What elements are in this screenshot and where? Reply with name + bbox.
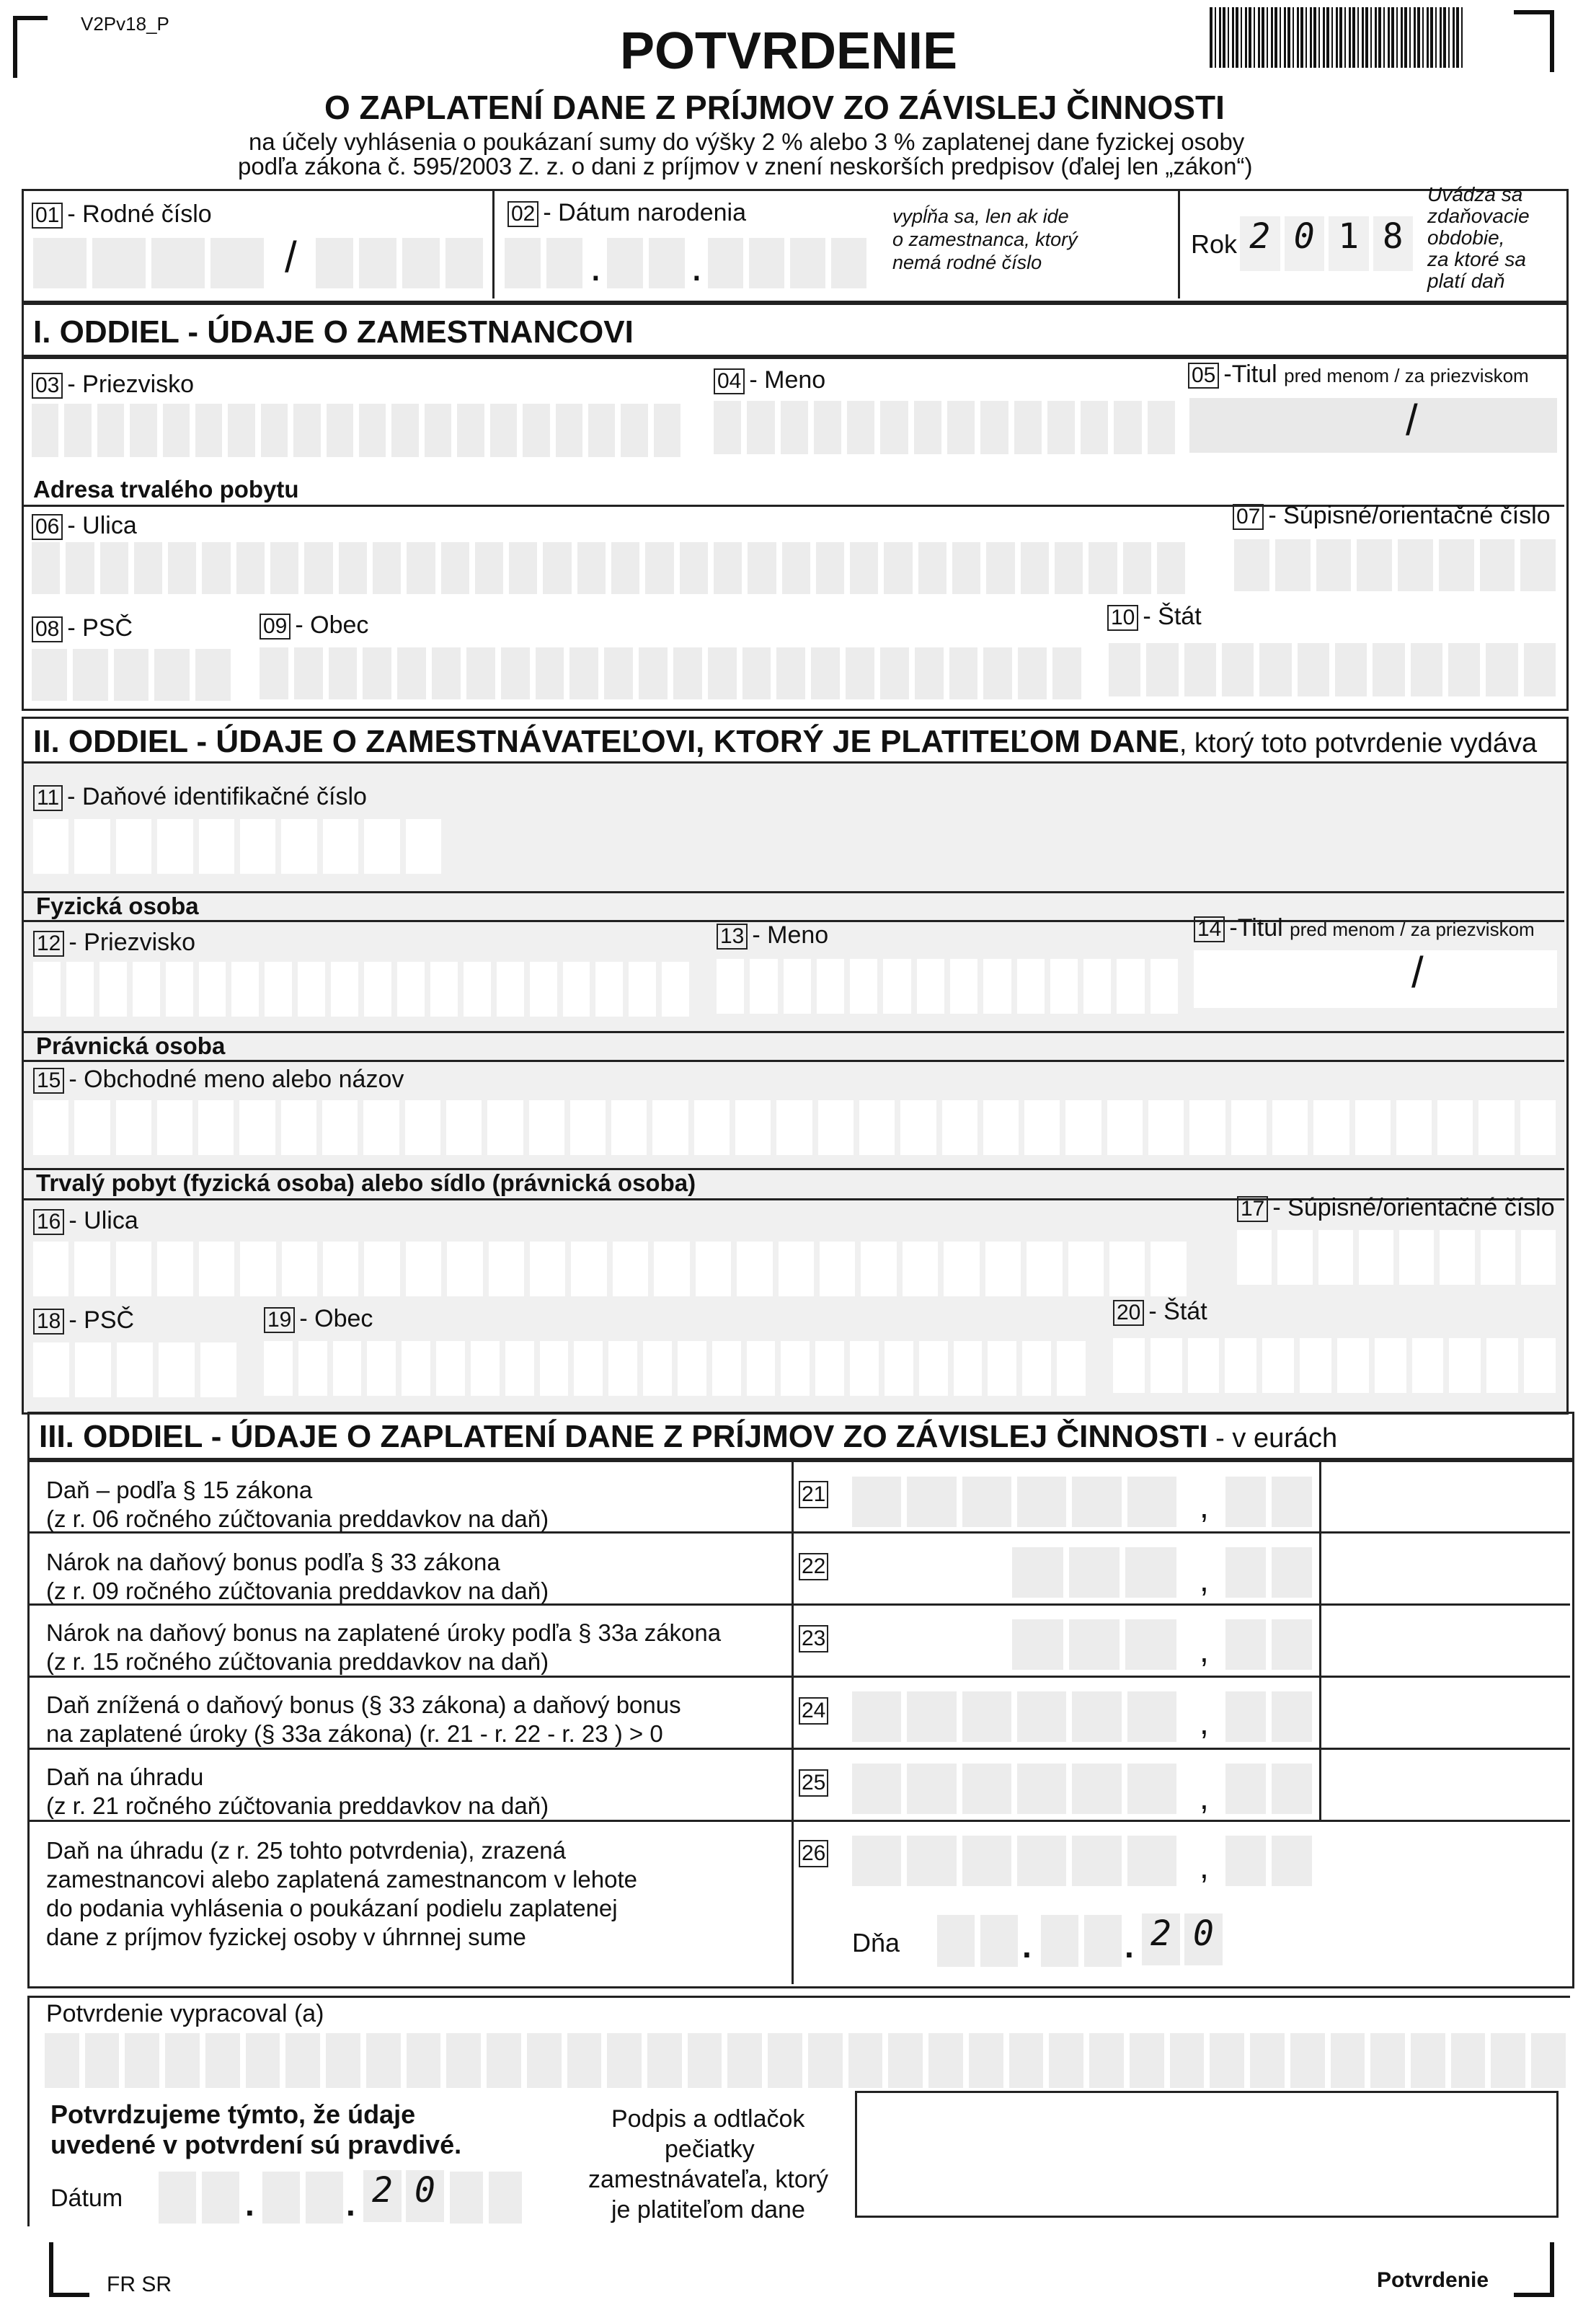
natural-person-heading: Fyzická osoba bbox=[36, 893, 199, 919]
employer-title-field[interactable] bbox=[1194, 950, 1557, 1008]
form-code: V2Pv18_P bbox=[81, 13, 169, 35]
confirm-date-label: Dátum bbox=[50, 2185, 123, 2212]
row-22-comma: , bbox=[1200, 1561, 1209, 1598]
employer-house-number-cells[interactable] bbox=[1237, 1230, 1556, 1285]
year-digit-4: 8 bbox=[1373, 216, 1414, 271]
section-2-divider-4 bbox=[23, 1060, 1564, 1062]
row-25-cents-cells[interactable] bbox=[1225, 1764, 1312, 1814]
legal-person-heading: Právnická osoba bbox=[36, 1032, 226, 1059]
field-05-hint: pred menom / za priezviskom bbox=[1284, 365, 1529, 386]
footer-top-border bbox=[27, 1996, 1570, 1998]
field-07-label: 07 - Súpisné/orientačné číslo bbox=[1233, 502, 1551, 530]
field-20-label: 20 - Štát bbox=[1113, 1298, 1207, 1326]
signature-caption-3: zamestnávateľa, ktorý bbox=[588, 2166, 829, 2193]
form-subtitle: O ZAPLATENÍ DANE Z PRÍJMOV ZO ZÁVISLEJ ČINNOSTI bbox=[324, 89, 1225, 126]
row-26-amount-cells[interactable] bbox=[852, 1836, 1176, 1886]
corner-mark-bottom-right bbox=[1514, 2242, 1554, 2297]
footer-left-code: FR SR bbox=[107, 2273, 172, 2296]
field-10-text: Štát bbox=[1158, 603, 1202, 630]
employer-name-cells[interactable] bbox=[717, 959, 1178, 1014]
field-05-text: -Titul bbox=[1223, 360, 1277, 388]
field-04-label: 04 - Meno bbox=[714, 366, 825, 394]
field-09-text: Obec bbox=[310, 611, 369, 639]
field-16-number: 16 bbox=[33, 1209, 64, 1235]
field-07-number: 07 bbox=[1233, 504, 1264, 530]
employee-city-cells[interactable] bbox=[260, 647, 1081, 699]
barcode bbox=[1210, 7, 1463, 68]
section-2-heading bbox=[33, 724, 1537, 760]
field-09-number: 09 bbox=[260, 614, 291, 640]
employee-title-field[interactable] bbox=[1189, 398, 1557, 453]
birth-date-dot-2: . bbox=[691, 242, 703, 290]
confirm-date-month-cells[interactable] bbox=[262, 2172, 343, 2224]
field-11-label: 11 - Daňové identifikačné číslo bbox=[33, 783, 367, 811]
birth-number-cells-a[interactable] bbox=[33, 238, 264, 288]
birth-date-month-cells[interactable] bbox=[607, 238, 685, 288]
row-23-line-1: Nárok na daňový bonus na zaplatené úroky podľa § 33a zákona bbox=[46, 1619, 722, 1646]
confirm-year-digit-2: 0 bbox=[406, 2170, 444, 2222]
employee-street-cells[interactable] bbox=[32, 542, 1185, 594]
row-24-number: 24 bbox=[799, 1697, 828, 1725]
field-06-label: 06 - Ulica bbox=[32, 512, 137, 540]
confirm-date-day-cells[interactable] bbox=[159, 2172, 239, 2224]
confirm-date-year bbox=[363, 2170, 444, 2222]
birth-date-day-cells[interactable] bbox=[505, 238, 582, 288]
year-digit-3: 1 bbox=[1329, 216, 1369, 271]
row-22-cents-cells[interactable] bbox=[1225, 1547, 1312, 1598]
field-13-label: 13 - Meno bbox=[717, 921, 828, 950]
row-22-line-2: (z r. 09 ročného zúčtovania preddavkov na daň) bbox=[46, 1578, 549, 1604]
signature-caption-1: Podpis a odtlačok bbox=[611, 2105, 805, 2133]
row-25-bottom bbox=[29, 1820, 1570, 1822]
row-26-comma: , bbox=[1200, 1848, 1209, 1885]
employer-address-heading: Trvalý pobyt (fyzická osoba) alebo sídlo (právnická osoba) bbox=[36, 1169, 696, 1196]
row-23-line-2: (z r. 15 ročného zúčtovania preddavkov na daň) bbox=[46, 1648, 549, 1675]
field-05-label bbox=[1188, 360, 1529, 389]
field-15-label: 15 - Obchodné meno alebo názov bbox=[33, 1066, 404, 1094]
row-21-cents-cells[interactable] bbox=[1225, 1477, 1312, 1527]
field-14-hint: pred menom / za priezviskom bbox=[1290, 919, 1535, 940]
row-24-amount-cells[interactable] bbox=[852, 1691, 1176, 1742]
section-3-heading bbox=[39, 1419, 1337, 1455]
employer-postcode-cells[interactable] bbox=[33, 1342, 236, 1397]
row-25-amount-cells[interactable] bbox=[852, 1764, 1176, 1814]
field-08-label: 08 - PSČ bbox=[32, 614, 133, 642]
period-note-5: platí daň bbox=[1427, 270, 1505, 292]
field-16-label: 16 - Ulica bbox=[33, 1207, 138, 1235]
footer-right-code: Potvrdenie bbox=[1377, 2268, 1489, 2292]
field-14-text: -Titul bbox=[1229, 914, 1283, 942]
birth-date-dot-1: . bbox=[590, 242, 602, 290]
confirm-line-2: uvedené v potvrdení sú pravdivé. bbox=[50, 2130, 462, 2159]
field-05-number: 05 bbox=[1188, 363, 1219, 389]
payment-year-digit-1: 2 bbox=[1142, 1913, 1180, 1965]
prepared-by-label: Potvrdenie vypracoval (a) bbox=[46, 2000, 324, 2027]
corner-mark-top-left bbox=[13, 16, 48, 78]
signature-stamp-box[interactable] bbox=[855, 2091, 1559, 2218]
corner-mark-bottom-left bbox=[49, 2242, 89, 2297]
field-20-text: Štát bbox=[1163, 1298, 1207, 1325]
field-18-number: 18 bbox=[33, 1309, 64, 1335]
field-01-number: 01 bbox=[32, 203, 63, 229]
employer-street-cells[interactable] bbox=[33, 1242, 1187, 1296]
signature-caption-2: pečiatky bbox=[665, 2136, 755, 2163]
field-07-text: Súpisné/orientačné číslo bbox=[1283, 502, 1551, 529]
confirm-date-dot-2: . bbox=[346, 2185, 355, 2223]
section-2-divider-3 bbox=[23, 1031, 1564, 1033]
field-02-number: 02 bbox=[507, 201, 538, 227]
confirm-date-extra-cells bbox=[450, 2172, 522, 2224]
employee-country-cells[interactable] bbox=[1109, 643, 1556, 696]
field-01-label: 01 - Rodné číslo bbox=[32, 200, 212, 229]
row-23-number: 23 bbox=[799, 1625, 828, 1652]
employer-business-name-cells[interactable] bbox=[33, 1100, 1556, 1155]
intro-line-1: na účely vyhlásenia o poukázaní sumy do výšky 2 % alebo 3 % zaplatenej dane fyzickej osoby bbox=[249, 128, 1245, 155]
period-note-4: za ktoré sa bbox=[1427, 248, 1526, 270]
field-12-text: Priezvisko bbox=[84, 929, 196, 956]
field-08-number: 08 bbox=[32, 616, 63, 642]
row-24-line-1: Daň znížená o daňový bonus (§ 33 zákona) a daňový bonus bbox=[46, 1691, 681, 1718]
row-25-line-2: (z r. 21 ročného zúčtovania preddavkov na daň) bbox=[46, 1792, 549, 1819]
row-21-line-1: Daň – podľa § 15 zákona bbox=[46, 1477, 313, 1503]
row-26-line-1: Daň na úhradu (z r. 25 tohto potvrdenia), zrazená bbox=[46, 1837, 566, 1864]
row-23-bottom bbox=[29, 1676, 1570, 1678]
field-19-label: 19 - Obec bbox=[264, 1305, 373, 1333]
row-24-cents-cells[interactable] bbox=[1225, 1691, 1312, 1742]
field-10-label: 10 - Štát bbox=[1107, 603, 1202, 631]
field-08-text: PSČ bbox=[82, 614, 133, 642]
row-23-amount-cells[interactable] bbox=[1012, 1619, 1176, 1670]
employer-country-cells[interactable] bbox=[1113, 1338, 1556, 1393]
row-26-cents-cells[interactable] bbox=[1225, 1836, 1312, 1886]
field-03-text: Priezvisko bbox=[82, 371, 195, 398]
field-03-number: 03 bbox=[32, 373, 63, 399]
field-13-text: Meno bbox=[767, 921, 829, 949]
employer-surname-cells[interactable] bbox=[33, 962, 689, 1017]
field-02-text: Dátum narodenia bbox=[558, 199, 746, 226]
period-note-2: zdaňovacie bbox=[1427, 205, 1530, 227]
birth-number-note-3: nemá rodné číslo bbox=[892, 252, 1042, 273]
field-18-text: PSČ bbox=[84, 1306, 135, 1334]
employer-title-slash: / bbox=[1411, 948, 1424, 996]
top-divider-1 bbox=[492, 190, 495, 298]
field-09-label: 09 - Obec bbox=[260, 611, 368, 640]
row-25-number: 25 bbox=[799, 1769, 828, 1797]
payment-date-month-cells[interactable] bbox=[1041, 1915, 1122, 1967]
field-15-text: Obchodné meno alebo názov bbox=[84, 1066, 404, 1093]
section-3-heading-text: III. ODDIEL - ÚDAJE O ZAPLATENÍ DANE Z PRÍJMOV ZO ZÁVISLEJ ČINNOSTI bbox=[39, 1419, 1208, 1454]
field-17-label: 17 - Súpisné/orientačné číslo bbox=[1237, 1194, 1555, 1222]
birth-number-note-1: vypĺňa sa, len ak ide bbox=[892, 205, 1069, 227]
period-note-1: Uvádza sa bbox=[1427, 183, 1523, 205]
payment-date-dot-2: . bbox=[1125, 1927, 1134, 1965]
row-23-cents-cells[interactable] bbox=[1225, 1619, 1312, 1670]
birth-number-cells-b[interactable] bbox=[316, 238, 483, 288]
field-02-label: 02 - Dátum narodenia bbox=[507, 199, 746, 227]
section-3-heading-suffix: - v eurách bbox=[1207, 1423, 1338, 1453]
row-21-amount-cells[interactable] bbox=[852, 1477, 1176, 1527]
confirm-line-1: Potvrdzujeme týmto, že údaje bbox=[50, 2099, 416, 2129]
field-18-label: 18 - PSČ bbox=[33, 1306, 134, 1335]
row-22-line-1: Nárok na daňový bonus podľa § 33 zákona bbox=[46, 1549, 500, 1575]
field-14-label bbox=[1194, 914, 1535, 942]
field-17-text: Súpisné/orientačné číslo bbox=[1287, 1194, 1555, 1221]
field-04-text: Meno bbox=[764, 366, 826, 394]
footer-left-border bbox=[27, 1996, 30, 2226]
payment-date-year bbox=[1142, 1913, 1223, 1965]
section-2-divider-1 bbox=[23, 891, 1564, 893]
field-01-text: Rodné číslo bbox=[82, 200, 212, 228]
signature-caption-4: je platiteľom dane bbox=[611, 2196, 805, 2224]
field-12-number: 12 bbox=[33, 931, 64, 957]
field-11-number: 11 bbox=[33, 785, 63, 811]
section-3-cents-divider bbox=[1319, 1459, 1321, 1820]
year-digit-1: 2 bbox=[1240, 216, 1280, 271]
row-21-number: 21 bbox=[799, 1481, 828, 1508]
employer-city-cells[interactable] bbox=[264, 1341, 1086, 1396]
field-06-text: Ulica bbox=[82, 512, 137, 539]
form-title: POTVRDENIE bbox=[620, 22, 958, 80]
row-26-line-4: dane z príjmov fyzickej osoby v úhrnnej sume bbox=[46, 1924, 526, 1950]
row-25-line-1: Daň na úhradu bbox=[46, 1764, 204, 1790]
field-20-number: 20 bbox=[1113, 1300, 1144, 1326]
row-26-line-2: zamestnancovi alebo zaplatená zamestnancom v lehote bbox=[46, 1866, 637, 1893]
prepared-by-cells[interactable] bbox=[45, 2033, 1566, 2088]
section-2-heading-text: II. ODDIEL - ÚDAJE O ZAMESTNÁVATEĽOVI, KTORÝ JE PLATITEĽOM DANE bbox=[33, 724, 1179, 759]
confirm-year-digit-1: 2 bbox=[363, 2170, 402, 2222]
row-24-bottom bbox=[29, 1748, 1570, 1750]
employee-postcode-cells[interactable] bbox=[32, 649, 231, 701]
intro-line-2: podľa zákona č. 595/2003 Z. z. o dani z príjmov v znení neskorších predpisov (ďalej len „zákon“) bbox=[238, 153, 1253, 180]
row-22-amount-cells[interactable] bbox=[1012, 1547, 1176, 1598]
row-25-comma: , bbox=[1200, 1779, 1209, 1816]
field-13-number: 13 bbox=[717, 924, 748, 950]
field-06-number: 06 bbox=[32, 514, 63, 540]
section-1-heading: I. ODDIEL - ÚDAJE O ZAMESTNANCOVI bbox=[33, 314, 634, 350]
employer-tax-id-cells[interactable] bbox=[33, 819, 441, 874]
row-23-comma: , bbox=[1200, 1632, 1209, 1669]
field-19-number: 19 bbox=[264, 1307, 295, 1333]
row-21-line-2: (z r. 06 ročného zúčtovania preddavkov na daň) bbox=[46, 1505, 549, 1532]
field-19-text: Obec bbox=[314, 1305, 373, 1332]
payment-date-day-cells[interactable] bbox=[937, 1915, 1018, 1967]
field-04-number: 04 bbox=[714, 368, 745, 394]
field-16-text: Ulica bbox=[84, 1207, 138, 1234]
period-note-3: obdobie, bbox=[1427, 226, 1505, 249]
payment-year-digit-2: 0 bbox=[1184, 1913, 1223, 1965]
row-26-number: 26 bbox=[799, 1840, 828, 1867]
payment-date-label: Dňa bbox=[852, 1928, 900, 1957]
field-11-text: Daňové identifikačné číslo bbox=[81, 783, 367, 810]
corner-mark-top-right bbox=[1514, 10, 1554, 72]
field-15-number: 15 bbox=[33, 1068, 64, 1094]
year-cells bbox=[1240, 216, 1413, 271]
row-22-number: 22 bbox=[799, 1553, 828, 1580]
address-heading-1: Adresa trvalého pobytu bbox=[33, 476, 299, 503]
field-14-number: 14 bbox=[1194, 916, 1225, 942]
birth-number-slash: / bbox=[285, 233, 297, 281]
row-24-comma: , bbox=[1200, 1704, 1209, 1741]
confirm-date-dot-1: . bbox=[245, 2185, 254, 2223]
section-3-col-divider bbox=[792, 1459, 794, 1984]
field-12-label: 12 - Priezvisko bbox=[33, 929, 195, 957]
row-26-line-3: do podania vyhlásenia o poukázaní podielu zaplatenej bbox=[46, 1895, 618, 1921]
field-03-label: 03 - Priezvisko bbox=[32, 371, 194, 399]
employee-surname-cells[interactable] bbox=[32, 404, 680, 457]
row-21-comma: , bbox=[1200, 1487, 1209, 1525]
employee-name-cells[interactable] bbox=[714, 401, 1175, 454]
section-2-heading-suffix: , ktorý toto potvrdenie vydáva bbox=[1179, 728, 1538, 758]
field-17-number: 17 bbox=[1237, 1196, 1268, 1222]
year-label: Rok bbox=[1191, 229, 1238, 259]
row-24-line-2: na zaplatené úroky (§ 33a zákona) (r. 21 - r. 22 - r. 23 ) > 0 bbox=[46, 1720, 663, 1747]
birth-date-year-cells[interactable] bbox=[708, 238, 866, 288]
top-divider-2 bbox=[1178, 190, 1180, 298]
payment-date-dot-1: . bbox=[1022, 1927, 1032, 1965]
field-10-number: 10 bbox=[1107, 605, 1138, 631]
employee-title-slash: / bbox=[1406, 396, 1418, 444]
employee-house-number-cells[interactable] bbox=[1234, 539, 1556, 591]
birth-number-note-2: o zamestnanca, ktorý bbox=[892, 229, 1078, 250]
year-digit-2: 0 bbox=[1285, 216, 1325, 271]
